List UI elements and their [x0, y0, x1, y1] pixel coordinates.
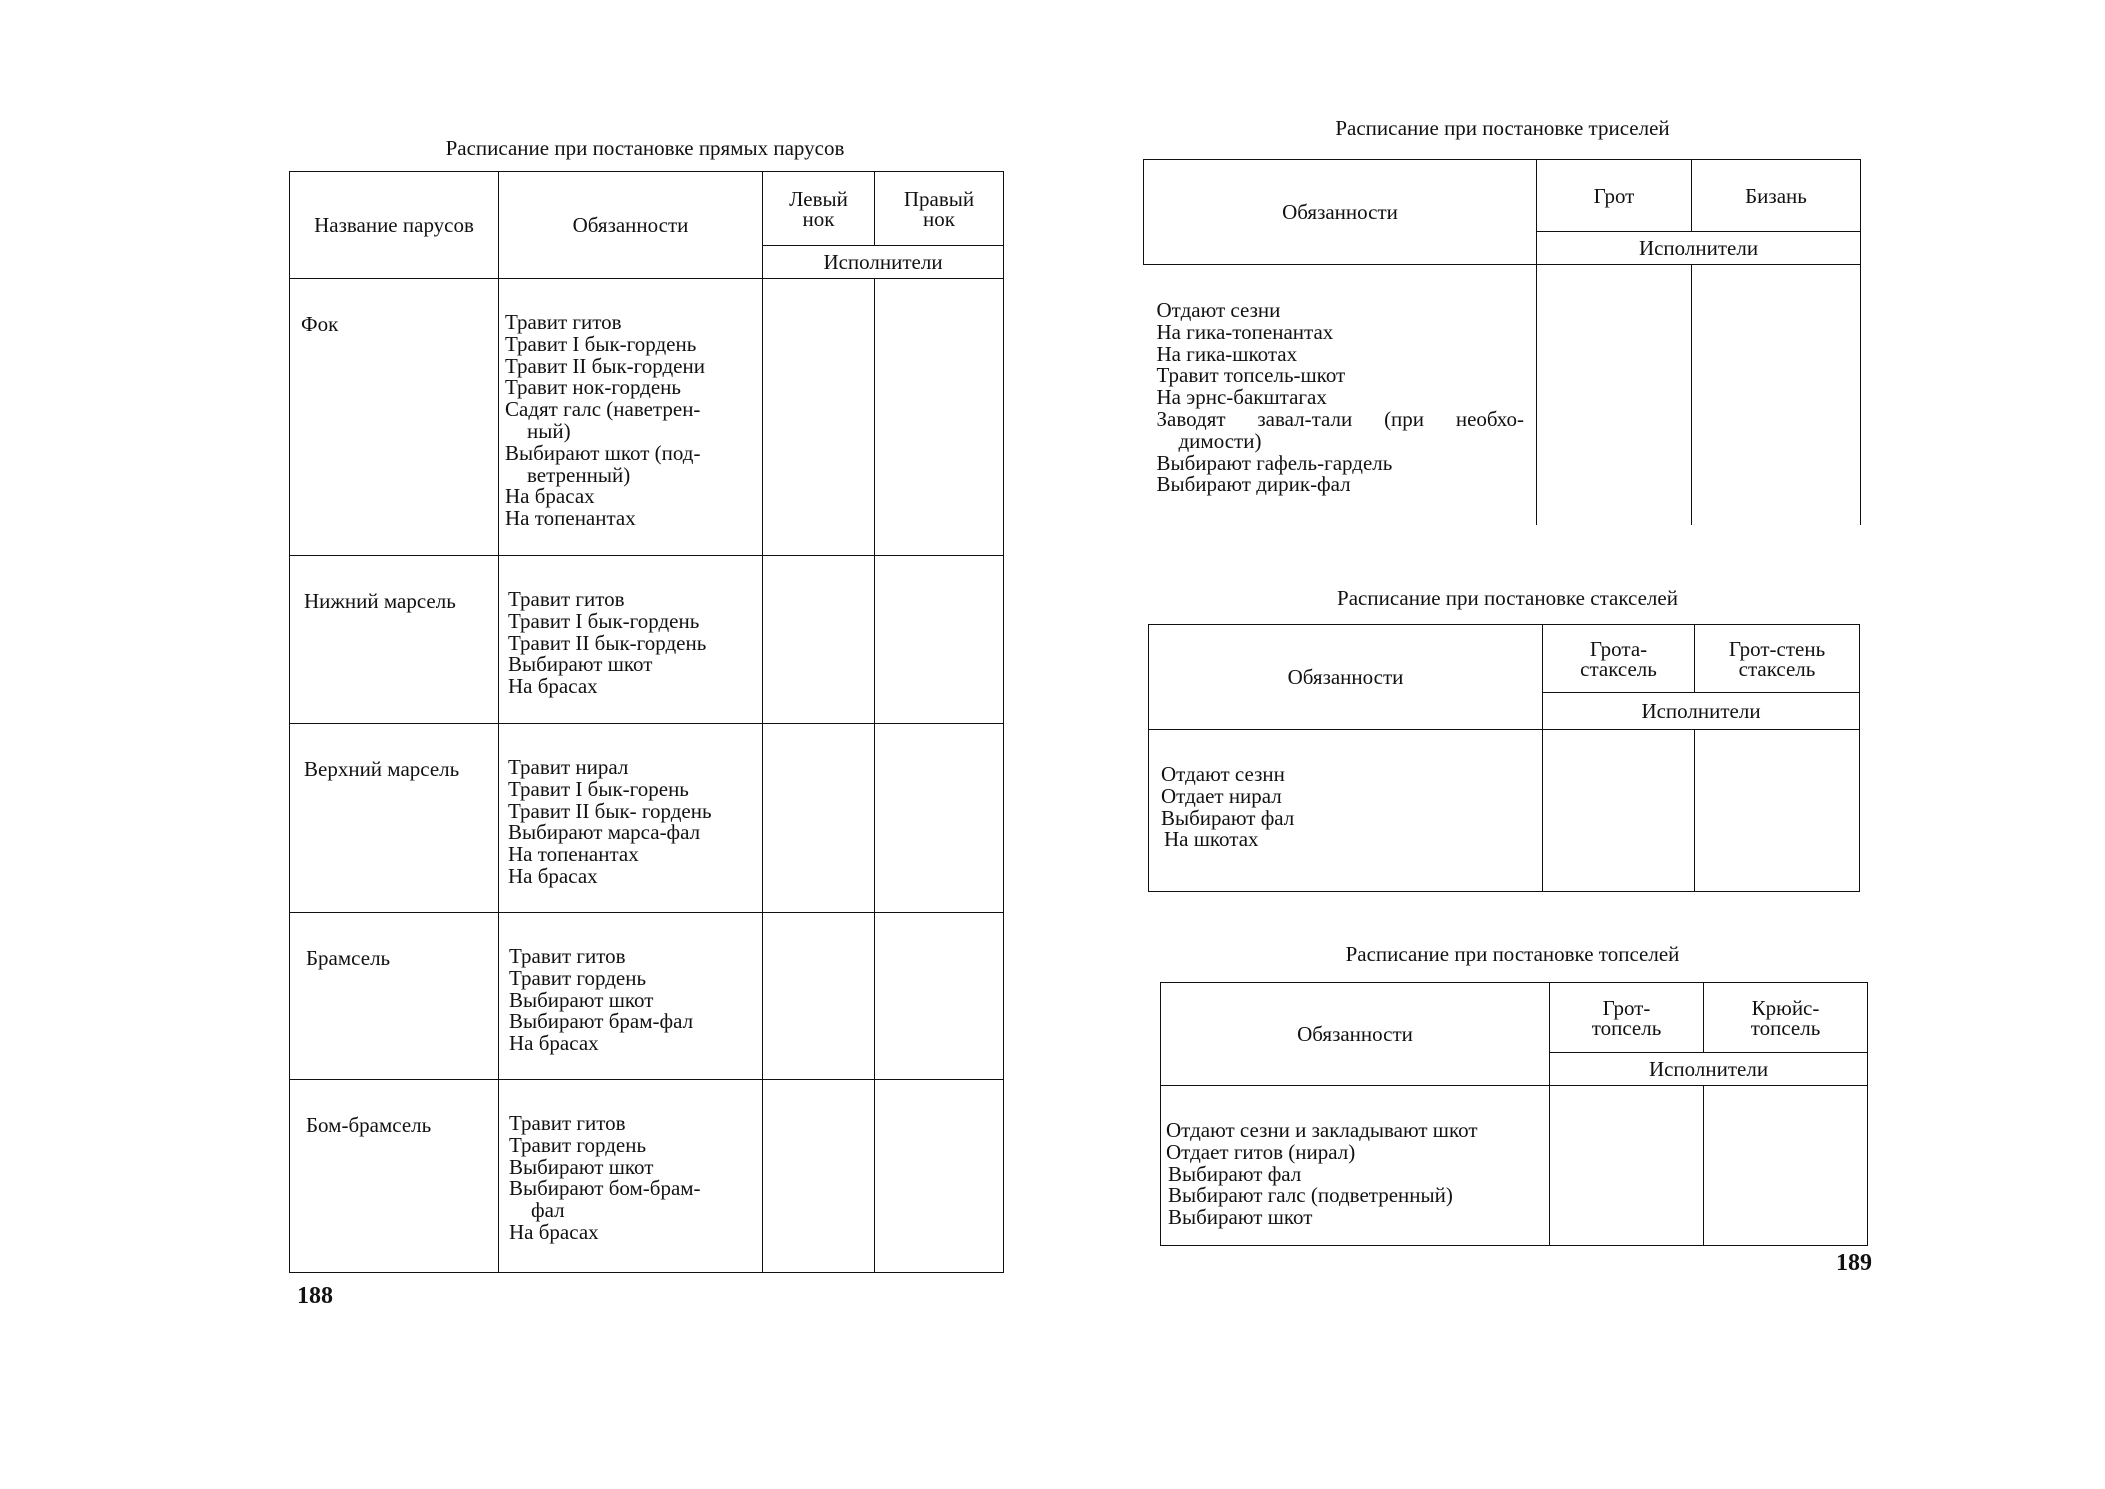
sail-name-cell: Брамсель — [290, 913, 499, 1080]
header-executors: Исполнители — [1537, 232, 1861, 265]
header-duties: Обязанности — [1144, 160, 1537, 265]
page-number-right: 189 — [1836, 1250, 1872, 1276]
header-duties: Обязанности — [1149, 625, 1543, 730]
executor-cell — [763, 556, 875, 724]
executor-cell — [1695, 730, 1860, 892]
executor-cell — [763, 1080, 875, 1273]
executor-cell — [1704, 1086, 1868, 1246]
header-mainmast: Грот — [1537, 160, 1692, 232]
sail-name-cell: Нижний марсель — [290, 556, 499, 724]
header-left-yardarm: Левый нок — [763, 172, 875, 246]
duties-cell: Травит гитов Травит I бык-гордень Травит II бык-гордень Выбирают шкот На брасах — [499, 556, 763, 724]
trysails-caption: Расписание при постановке триселей — [1335, 116, 1670, 140]
header-main-staysail: Грота- стаксель — [1543, 625, 1695, 693]
square-sails-table — [289, 171, 1004, 1273]
executor-cell — [1692, 265, 1861, 525]
executor-cell — [763, 279, 875, 556]
header-executors: Исполнители — [763, 246, 1004, 279]
header-main-topmast-staysail: Грот-стень стаксель — [1695, 625, 1860, 693]
executor-cell — [763, 913, 875, 1080]
header-executors: Исполнители — [1543, 693, 1860, 730]
executor-cell — [1550, 1086, 1704, 1246]
executor-cell — [875, 279, 1004, 556]
table-row — [1161, 1086, 1868, 1246]
executor-cell — [1543, 730, 1695, 892]
duties-cell: Отдают сезнн Отдает нирал Выбирают фал На шкотах — [1149, 730, 1543, 892]
table-row — [290, 1080, 1004, 1273]
sail-name-cell: Бом-брамсель — [290, 1080, 499, 1273]
duties-cell: Травит гитов Травит I бык-гордень Травит II бык-гордени Травит нок-гордень Садят галс (наветрен- ный) Выбирают шкот (под- ветренный) На брасах На топенантах — [499, 279, 763, 556]
header-sail-name: Название парусов — [290, 172, 499, 279]
header-right-yardarm: Правый нок — [875, 172, 1004, 246]
table-row — [290, 913, 1004, 1080]
sail-name-cell: Фок — [290, 279, 499, 556]
table-row — [290, 556, 1004, 724]
trysails-table — [1143, 159, 1861, 525]
executor-cell — [763, 724, 875, 913]
table-row — [1144, 265, 1861, 525]
header-duties: Обязанности — [499, 172, 763, 279]
executor-cell — [1537, 265, 1692, 525]
staysails-caption: Расписание при постановке стакселей — [1337, 586, 1678, 610]
header-duties: Обязанности — [1161, 983, 1550, 1086]
page-number-left: 188 — [297, 1283, 333, 1309]
header-executors: Исполнители — [1550, 1053, 1868, 1086]
duties-cell: Травит нирал Травит I бык-горень Травит II бык- гордень Выбирают марса-фал На топенантах На брасах — [499, 724, 763, 913]
duties-cell: Отдают сезни и закладывают шкот Отдает гитов (нирал) Выбирают фал Выбирают галс (подветренный) Выбирают шкот — [1161, 1086, 1550, 1246]
duties-cell: Травит гитов Травит гордень Выбирают шкот Выбирают бом-брам- фал На брасах — [499, 1080, 763, 1273]
executor-cell — [875, 913, 1004, 1080]
table-row — [1149, 730, 1860, 892]
table-row — [290, 724, 1004, 913]
executor-cell — [875, 556, 1004, 724]
executor-cell — [875, 724, 1004, 913]
duties-cell: Травит гитов Травит гордень Выбирают шкот Выбирают брам-фал На брасах — [499, 913, 763, 1080]
topsails-caption: Расписание при постановке топселей — [1345, 942, 1680, 966]
topsails-table — [1160, 982, 1868, 1246]
square-sails-caption: Расписание при постановке прямых парусов — [445, 136, 845, 160]
executor-cell — [875, 1080, 1004, 1273]
header-mizzen-topsail: Крюйс- топсель — [1704, 983, 1868, 1053]
header-main-topsail: Грот- топсель — [1550, 983, 1704, 1053]
header-mizzen: Бизань — [1692, 160, 1861, 232]
sail-name-cell: Верхний марсель — [290, 724, 499, 913]
duties-cell: Отдают сезни На гика-топенантах На гика-шкотах Травит топсель-шкот На эрнс-бакштагах Заводят завал-тали (при необхо- димости) Выбирают гафель-гардель Выбирают дирик-фал — [1144, 265, 1537, 525]
staysails-table — [1148, 624, 1860, 892]
table-row — [290, 279, 1004, 556]
